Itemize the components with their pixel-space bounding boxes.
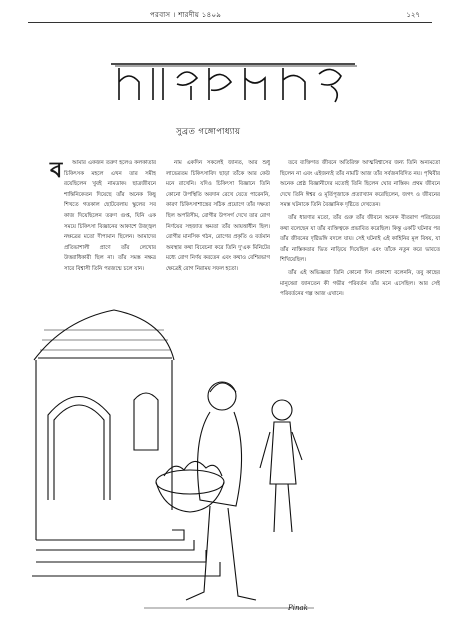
paragraph: নাম একদিন সকলেই জানত, আর শুধু লাভেরতম চিকিৎসাবিদ ছাড়া তাঁকে আর কেউ মনে রাখেনি। যদিও চিকিৎসা বিজ্ঞানে তিনি কোনো উপস্থিতি অবদান রেখে যেতে পারেননি, কারণ চিকিৎসাশাস্ত্রের সঠিক প্রয়োগে তাঁর দক্ষতা ছিল অপরিসীম, রোগীর উপসর্গ দেখে তার রোগ নির্ণয়ের সহজাত ক্ষমতা তাঁর আয়ত্তাধীন ছিল। রোগীর মানসিক গঠন, রোগের প্রকৃতি ও বর্তমান অবস্থার কথা বিবেচনা করে তিনি দু'এক মিনিটের মধ্যে রোগ নির্ণয় করতেন এবং কথাও বেশিরভাগ ক্ষেত্রেই রোগ নিরাময় সফল হতো।: [166, 160, 270, 272]
magazine-name: পরবাস । শারদীয় ১৪০৯: [150, 11, 222, 19]
paragraph: তাঁর এই অভিজ্ঞতা তিনি কোনো দিন প্রকাশ্যে বলেননি, তবু কাছের মানুষেরা জানতেন কী গভীর পরিবর্তন তাঁর মনে এসেছিল। আর সেই পরিবর্তনের গল্প আজ এখানে।: [280, 269, 440, 298]
artist-signature: Pinak: [288, 604, 308, 612]
page-header: [0, 6, 462, 20]
man-with-flower-basket-drawing: [24, 300, 320, 630]
text-column-1: [64, 158, 156, 308]
illustration: [24, 300, 320, 630]
paragraph: তবে ব্যক্তিগত জীবনে অতিরিক্ত আত্মবিশ্বাসের জন্য তিনি অন্যমতো ছিলেন না এবং এইজন্যই তাঁর নামটি আজ তাঁর সর্বজনবিদিত নয়। পৃথিবীর অনেক শ্রেষ্ঠ বিজ্ঞানীদের মতোই তিনি ছিলেন ঘোর নাস্তিক। প্রথম জীবনে দেখে তিনি ঈশ্বর ও মূর্তিপূজাকে প্রত্যাখ্যান করেছিলেন, জগৎ ও জীবনের সমস্ত ঘটনাকে তিনি বৈজ্ঞানিক দৃষ্টিতে দেখতেন।: [280, 160, 440, 209]
paragraph: তাঁর ধারণার মতো, তাঁর গুরু তাঁর জীবনে অনেক বীতরাগ পরিচয়ের কথা বলেছেন যা তাঁর ব্যক্তিত্বকে প্রভাবিত করেছিল। কিন্তু একটি ঘটনার পর তাঁর জীবনের দৃষ্টিভঙ্গি বদলে যায়। সেই ঘটনাই এই কাহিনির মূল বিষয়, যা তাঁর নাস্তিকতার ভিত নাড়িয়ে দিয়েছিল এবং তাঁকে নতুন করে ভাবতে শিখিয়েছিল।: [280, 214, 440, 264]
header-rule: [28, 22, 432, 23]
page-number: ১২৭: [406, 11, 420, 19]
title-text: [105, 60, 365, 106]
paragraph: আমার একজন তরুণ হলেও কলকাতার চিকিৎসক মহলে এখন তার সমীহ রয়েছিলেন খুবই নামডাক। ছাত্রজীবনে শান্তিনিকেতন দিয়েছে তাঁর অনেক কিছু শিখতে গতকাল ছোটবেলায় স্কুলের সব কাজ দিয়েছিলেন তরুণ গুপ্ত, যিনি এক সময়ে চিকিৎসা বিজ্ঞানের আকাশে উজ্জ্বল নক্ষত্রের মতো দীপ্যমান ছিলেন। আমাদের প্রতিভাশালী প্রাণে তাঁর লেখোর উত্তরাধিকারী ছিল না। তাঁর সমস্ত নক্ষত্র সারে বিশ্বাসী তিনি পরজন্মে চলে যান।: [64, 160, 156, 272]
article-title: [105, 60, 365, 106]
author-byline: সুব্রত গঙ্গোপাধ্যায়: [176, 127, 241, 137]
drop-cap: ব: [50, 158, 63, 183]
